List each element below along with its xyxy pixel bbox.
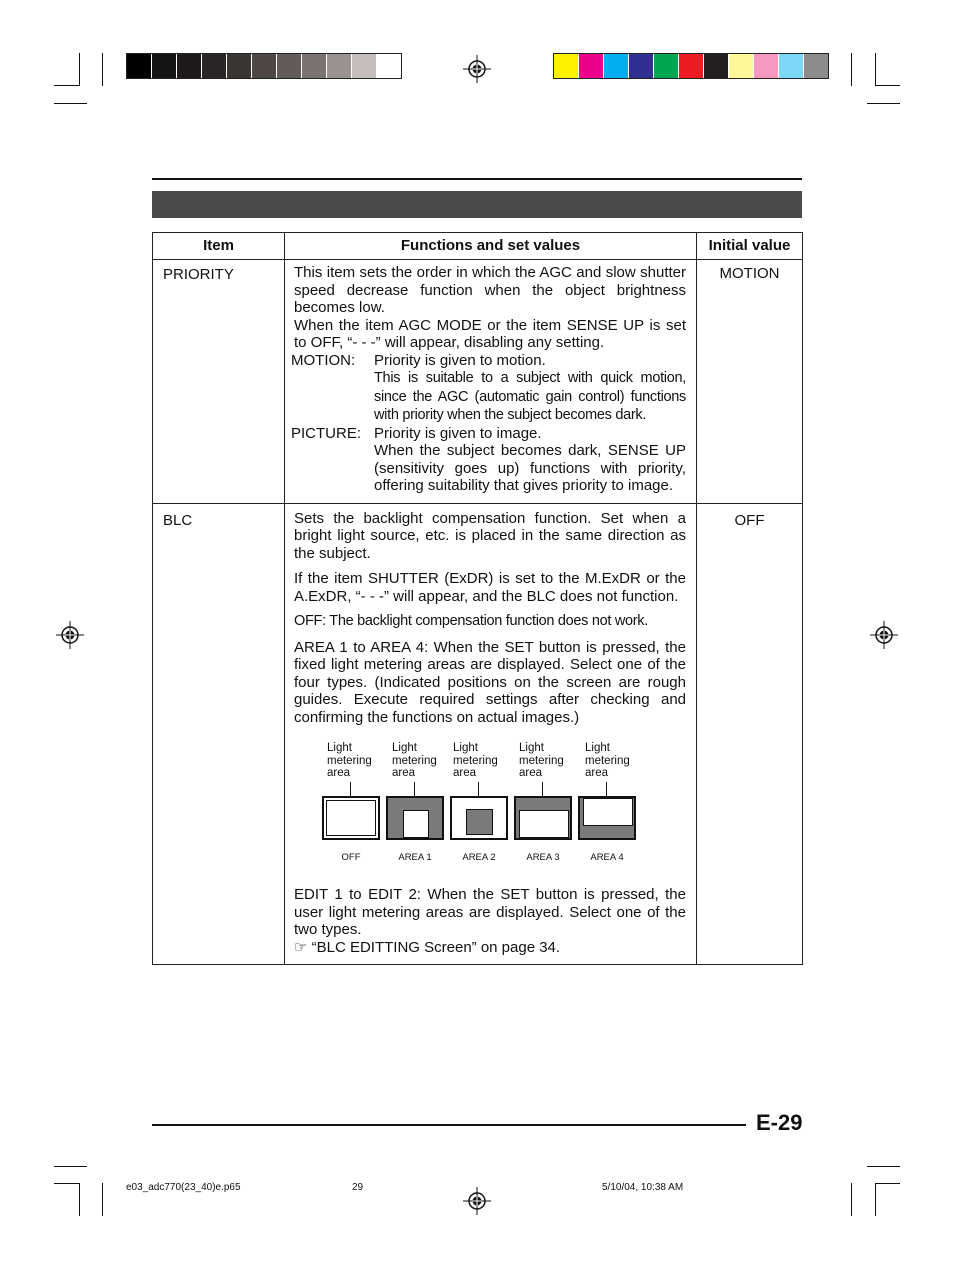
blc-functions — [285, 503, 697, 965]
priority-note: When the item AGC MODE or the item SENSE UP is set to OFF, “- - -” will appear, disabling any setting. — [294, 316, 686, 351]
crop-mark — [54, 103, 87, 104]
grayscale-swatch — [277, 54, 302, 78]
light-metering-label: Light metering area — [453, 742, 498, 779]
crop-mark — [851, 1183, 852, 1216]
screen-area-1 — [386, 796, 444, 840]
light-metering-label: Light metering area — [392, 742, 437, 779]
picture-note: When the subject becomes dark, SENSE UP (sensitivity goes up) functions with priority, offering suitability that gives priority to image. — [374, 442, 686, 494]
motion-key: MOTION: — [291, 351, 356, 369]
crop-mark — [102, 53, 103, 86]
priority-item: PRIORITY — [153, 260, 285, 504]
registration-mark-icon — [463, 1187, 491, 1215]
screen-caption: AREA 2 — [462, 852, 496, 863]
crop-mark — [851, 53, 852, 86]
crop-mark — [875, 53, 876, 86]
header-initial: Initial value — [697, 233, 803, 260]
screen-caption: AREA 3 — [526, 852, 560, 863]
light-metering-label: Light metering area — [585, 742, 630, 779]
footer-date: 5/10/04, 10:38 AM — [602, 1182, 684, 1193]
grayscale-swatch — [127, 54, 152, 78]
header-item: Item — [153, 233, 285, 260]
grayscale-swatch — [227, 54, 252, 78]
blc-edit-note: EDIT 1 to EDIT 2: When the SET button is pressed, the user light metering areas are displayed. Select one of the two types. — [294, 886, 686, 938]
color-swatch — [704, 54, 729, 78]
grayscale-bar — [126, 53, 402, 79]
crop-mark — [875, 1183, 876, 1216]
registration-mark-icon — [870, 621, 898, 649]
color-swatch — [554, 54, 579, 78]
screen-area-2 — [450, 796, 508, 840]
blc-reference-link[interactable]: “BLC EDITTING Screen” on page 34. — [311, 938, 561, 956]
blc-off-note: OFF: The backlight compensation function does not work. — [294, 613, 648, 629]
crop-mark — [54, 85, 79, 86]
screen-area-4 — [578, 796, 636, 840]
registration-mark-icon — [463, 55, 491, 83]
screen-caption: OFF — [341, 852, 361, 863]
grayscale-swatch — [152, 54, 177, 78]
crop-mark — [79, 1183, 80, 1216]
crop-mark — [54, 1183, 79, 1184]
page-number: E-29 — [756, 1110, 803, 1135]
grayscale-swatch — [327, 54, 352, 78]
grayscale-swatch — [352, 54, 377, 78]
color-swatch — [754, 54, 779, 78]
screen-caption: AREA 4 — [590, 852, 624, 863]
blc-reference — [294, 939, 686, 957]
motion-definition — [291, 352, 686, 425]
crop-mark — [875, 1183, 900, 1184]
crop-mark — [54, 1166, 87, 1167]
blc-shutter-note: If the item SHUTTER (ExDR) is set to the M.ExDR or the A.ExDR, “- - -” will appear, and the BLC does not function. — [294, 570, 686, 605]
priority-desc: This item sets the order in which the AGC and slow shutter speed decrease function when the object brightness becomes low. — [294, 264, 686, 316]
color-swatch — [679, 54, 704, 78]
color-swatch — [629, 54, 654, 78]
registration-mark-icon — [56, 621, 84, 649]
settings-table — [152, 232, 803, 965]
table-row-priority — [153, 260, 803, 504]
blc-desc: Sets the backlight compensation function. Set when a bright light source, etc. is placed in the same direction as the subject. — [294, 509, 686, 562]
grayscale-swatch — [302, 54, 327, 78]
picture-key: PICTURE: — [291, 424, 362, 442]
grayscale-swatch — [377, 54, 401, 78]
priority-initial: MOTION — [697, 260, 803, 504]
grayscale-swatch — [177, 54, 202, 78]
screen-caption: AREA 1 — [398, 852, 432, 863]
light-metering-diagram — [294, 742, 686, 880]
blc-area-note: AREA 1 to AREA 4: When the SET button is pressed, the fixed light metering areas are displayed. Select one of the four types. (Indicated positions on the screen are rough guides. Execute required settings after checking and confirming the functions on actual images.) — [294, 638, 686, 726]
color-swatch — [604, 54, 629, 78]
color-swatch — [729, 54, 754, 78]
color-swatch — [654, 54, 679, 78]
table-header-row — [153, 233, 803, 260]
color-swatch — [579, 54, 604, 78]
motion-note: This is suitable to a subject with quick motion, since the AGC (automatic gain control) functions with priority when the subject becomes dark. — [374, 370, 686, 423]
color-swatch — [804, 54, 828, 78]
grayscale-swatch — [202, 54, 227, 78]
header-rule — [152, 178, 802, 180]
picture-definition — [291, 425, 686, 495]
crop-mark — [867, 1166, 900, 1167]
color-bar — [553, 53, 829, 79]
motion-value: Priority is given to motion. — [374, 351, 546, 369]
light-metering-label: Light metering area — [519, 742, 564, 779]
light-metering-label: Light metering area — [327, 742, 372, 779]
screen-off — [322, 796, 380, 840]
footer-page: 29 — [352, 1182, 364, 1193]
grayscale-swatch — [252, 54, 277, 78]
header-functions: Functions and set values — [285, 233, 697, 260]
color-swatch — [779, 54, 804, 78]
section-title-bar — [152, 191, 802, 218]
footer-filename: e03_adc770(23_40)e.p65 — [126, 1182, 241, 1193]
table-row-blc — [153, 503, 803, 965]
crop-mark — [102, 1183, 103, 1216]
blc-initial: OFF — [697, 503, 803, 965]
footer-rule — [152, 1124, 746, 1126]
crop-mark — [867, 103, 900, 104]
blc-item: BLC — [153, 503, 285, 965]
crop-mark — [875, 85, 900, 86]
priority-functions — [285, 260, 697, 504]
pointing-hand-icon: ☞ — [294, 938, 308, 956]
crop-mark — [79, 53, 80, 86]
picture-value: Priority is given to image. — [374, 424, 542, 442]
screen-area-3 — [514, 796, 572, 840]
